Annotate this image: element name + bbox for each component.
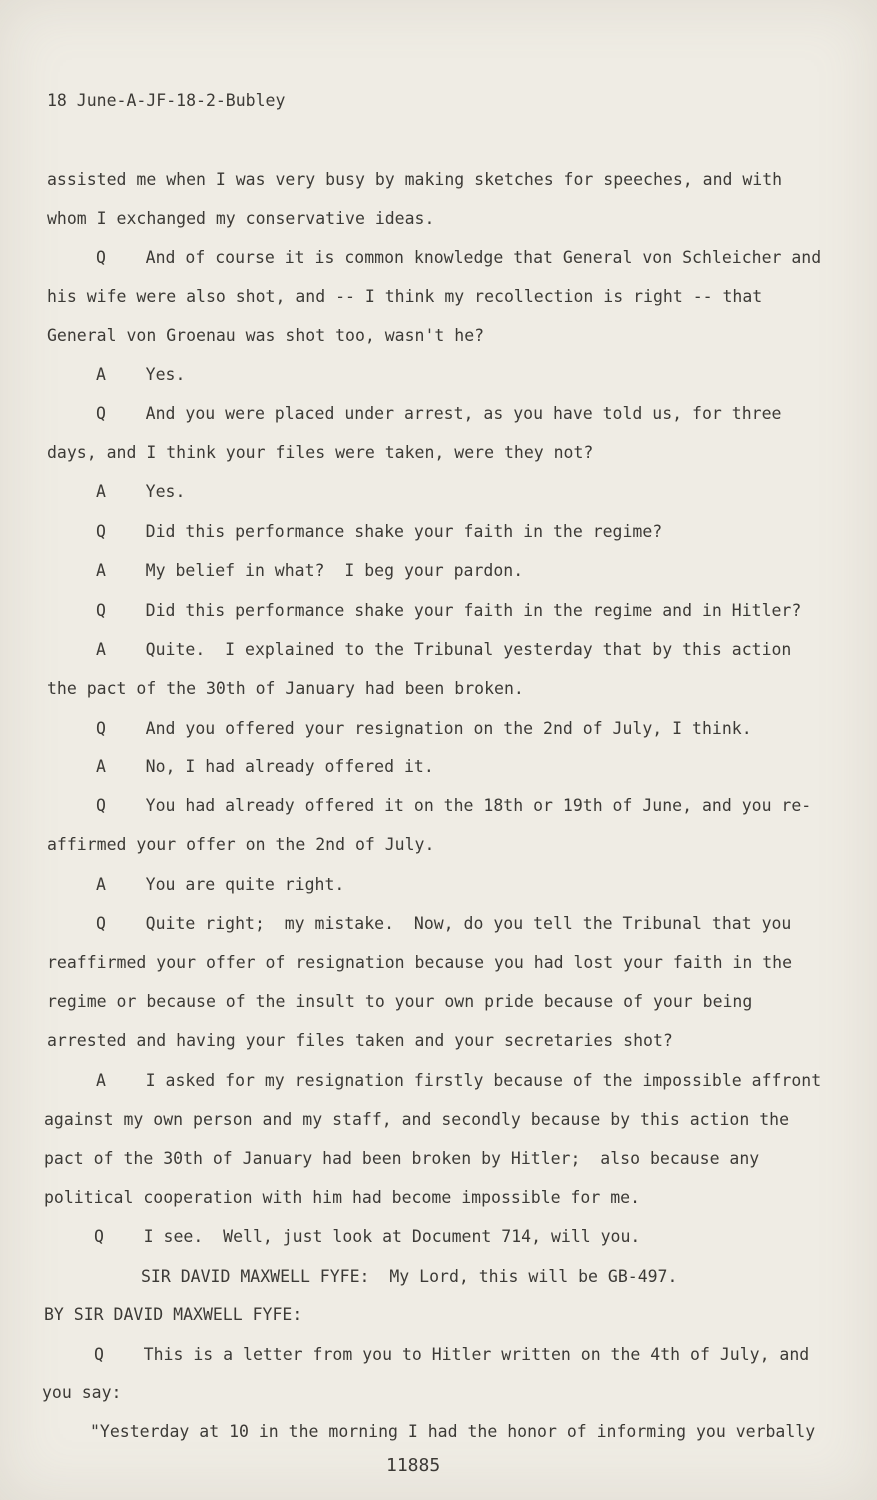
text-line: the pact of the 30th of January had been broken. [47, 679, 524, 698]
text-line: A I asked for my resignation firstly because of the impossible affront [96, 1071, 822, 1090]
text-line: A My belief in what? I beg your pardon. [96, 561, 524, 580]
text-line: Q You had already offered it on the 18th or 19th of June, and you re- [96, 796, 812, 815]
text-line: A You are quite right. [96, 875, 345, 894]
text-line: Q Did this performance shake your faith in the regime and in Hitler? [96, 601, 802, 620]
text-line: assisted me when I was very busy by making sketches for speeches, and with [47, 170, 783, 189]
text-line: reaffirmed your offer of resignation because you had lost your faith in the [47, 953, 793, 972]
text-line: "Yesterday at 10 in the morning I had the honor of informing you verbally [90, 1422, 816, 1441]
text-line: you say: [42, 1383, 122, 1402]
text-line: Q Did this performance shake your faith in the regime? [96, 522, 663, 541]
text-line: his wife were also shot, and -- I think my recollection is right -- that [47, 287, 763, 306]
text-line: Q And of course it is common knowledge that General von Schleicher and [96, 248, 822, 267]
text-line: whom I exchanged my conservative ideas. [47, 209, 435, 228]
text-line: A Yes. [96, 482, 186, 501]
text-line: A No, I had already offered it. [96, 757, 434, 776]
text-line: arrested and having your files taken and your secretaries shot? [47, 1031, 673, 1050]
text-line: pact of the 30th of January had been broken by Hitler; also because any [44, 1149, 760, 1168]
text-line: General von Groenau was shot too, wasn't he? [47, 326, 485, 345]
speaker-line: BY SIR DAVID MAXWELL FYFE: [44, 1305, 303, 1324]
text-line: Q And you offered your resignation on the 2nd of July, I think. [96, 719, 752, 738]
text-line: regime or because of the insult to your own pride because of your being [47, 992, 753, 1011]
page-number: 11885 [386, 1455, 441, 1476]
text-line: days, and I think your files were taken, were they not? [47, 443, 594, 462]
text-line: Q Quite right; my mistake. Now, do you tell the Tribunal that you [96, 914, 792, 933]
text-line: Q I see. Well, just look at Document 714, will you. [94, 1227, 641, 1246]
text-line: A Quite. I explained to the Tribunal yesterday that by this action [96, 640, 792, 659]
text-line: affirmed your offer on the 2nd of July. [47, 835, 435, 854]
text-line: Q This is a letter from you to Hitler written on the 4th of July, and [94, 1345, 810, 1364]
text-line: against my own person and my staff, and secondly because by this action the [44, 1110, 790, 1129]
text-line: A Yes. [96, 365, 186, 384]
document-header: 18 June-A-JF-18-2-Bubley [47, 91, 286, 110]
speaker-line: SIR DAVID MAXWELL FYFE: My Lord, this will be GB-497. [141, 1267, 678, 1286]
text-line: Q And you were placed under arrest, as you have told us, for three [96, 404, 782, 423]
text-line: political cooperation with him had become impossible for me. [44, 1188, 641, 1207]
